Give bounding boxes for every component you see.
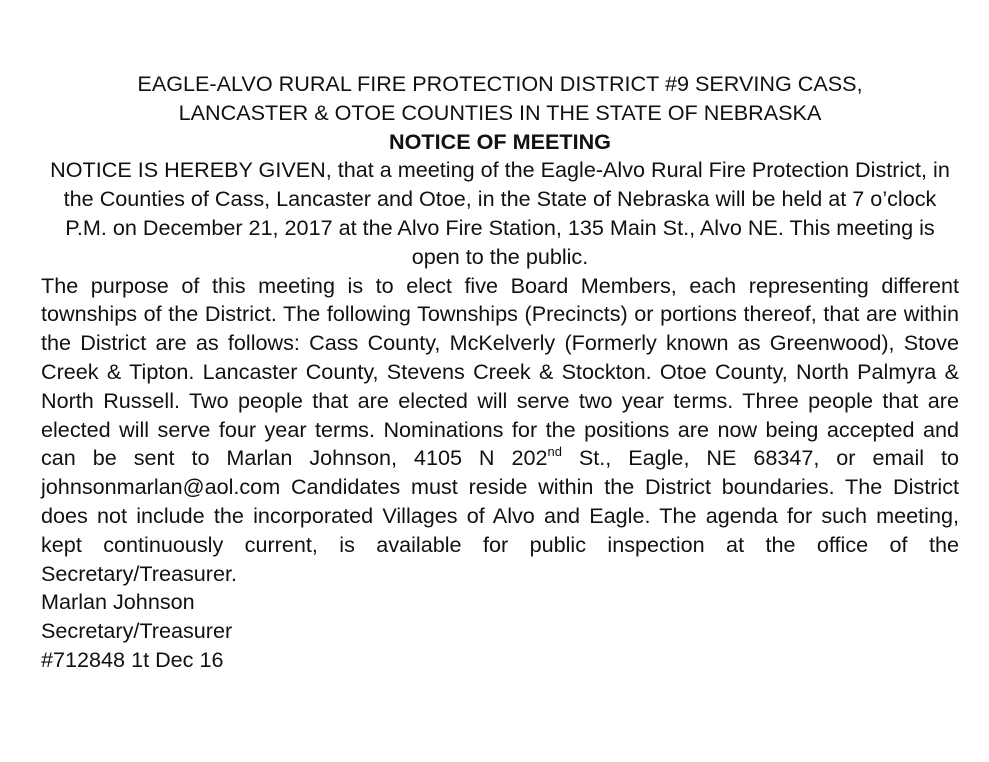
ordinal-superscript: nd [547, 444, 562, 460]
header-line-1: EAGLE-ALVO RURAL FIRE PROTECTION DISTRICT #9 SERVING CASS, [137, 71, 863, 96]
signature-role: Secretary/Treasurer [41, 618, 233, 644]
notice-title: NOTICE OF MEETING [389, 128, 611, 154]
intro-paragraph: NOTICE IS HEREBY GIVEN, that a meeting of the Eagle-Alvo Rural Fire Protection District, in the Counties of Cass, Lancaster and Otoe, in the State of Nebraska will be held at 7 o’clock P.M. on December 21, 2017 at the Alvo Fire Station, 135 Main St., Alvo NE. This meeting is open to the public. [50, 157, 950, 269]
body-paragraph [41, 272, 959, 589]
publication-ref: #712848 1t Dec 16 [41, 646, 224, 672]
body-part-2: St., Eagle, NE 68347, or email to johnsonmarlan@aol.com Candidates must reside within the District boundaries. The District does not include the incorporated Villages of Alvo and Eagle. The agenda for such meeting, kept continuously current, is available for public inspection at the office of the Secretary/Treasurer. [41, 445, 959, 586]
signature-name: Marlan Johnson [41, 589, 195, 615]
header-line-2: LANCASTER & OTOE COUNTIES IN THE STATE OF NEBRASKA [178, 99, 822, 125]
legal-notice [41, 70, 959, 675]
body-part-1: The purpose of this meeting is to elect five Board Members, each representing different townships of the District. The following Townships (Precincts) or portions thereof, that are within the District are as follows: Cass County, McKelverly (Formerly known as Greenwood), Stove Creek & Tipton. Lancaster County, Stevens Creek & Stockton. Otoe County, North Palmyra & North Russell. Two people that are elected will serve two year terms. Three people that are elected will serve four year terms. Nominations for the positions are now being accepted and can be sent to Marlan Johnson, 4105 N 202 [41, 272, 959, 471]
